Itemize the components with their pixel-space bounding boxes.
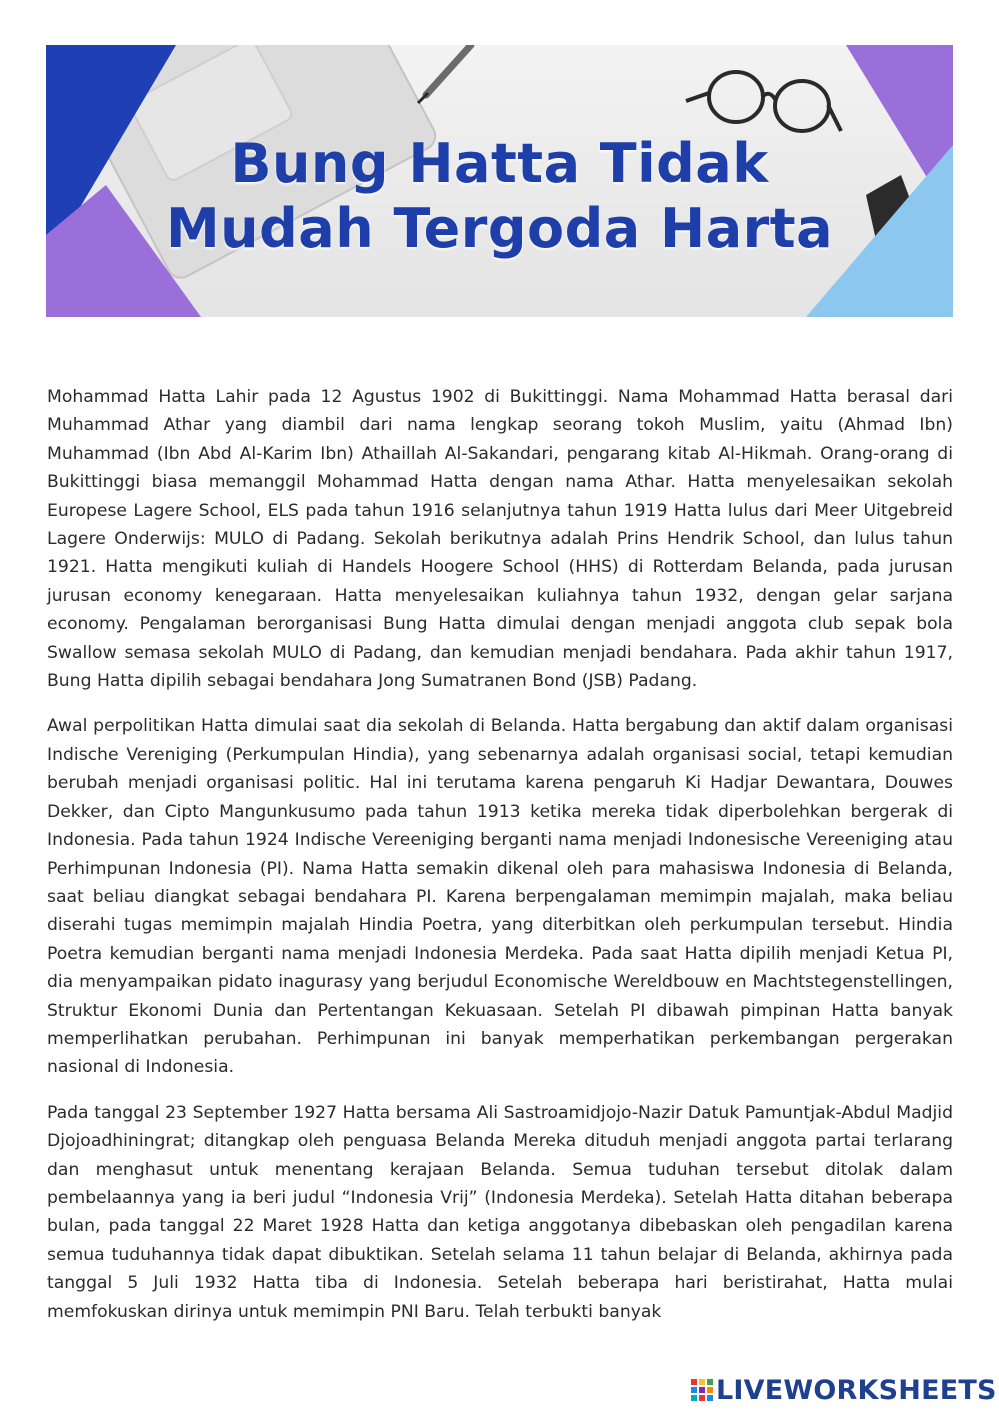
paragraph-2: Awal perpolitikan Hatta dimulai saat dia sekolah di Belanda. Hatta bergabung dan aktif dalam organisasi Indische Vereniging (Perkumpulan Hindia), yang sebenarnya adalah organisasi social, tetapi kemudian berubah menjadi organisasi politic. Hal ini terutama karena pengaruh Ki Hadjar Dewantara, Douwes Dekker, dan Cipto Mangunkusumo pada tahun 1913 ketika mereka tidak diperbolehkan bergerak di Indonesia. Pada tahun 1924 Indische Vereeniging berganti nama menjadi Indonesische Vereeniging atau Perhimpunan Indonesia (PI). Nama Hatta semakin dikenal oleh para mahasiswa Indonesia di Belanda, saat beliau diangkat sebagai bendahara PI. Karena berpengalaman memimpin majalah, maka beliau diserahi tugas memimpin majalah Hindia Poetra, yang diterbitkan oleh perkumpulan tersebut. Hindia Poetra kemudian berganti nama menjadi Indonesia Merdeka. Pada saat Hatta dipilih menjadi Ketua PI, dia menyampaikan pidato inagurasy yang berjudul Economische Wereldbouw en Machtstegenstellingen, Struktur Ekonomi Dunia dan Pertentangan Kekuasaan. Setelah PI dibawah pimpinan Hatta banyak memperlihatkan perubahan. Perhimpunan ini banyak memperhatikan perkembangan pergerakan nasional di Indonesia. bbox=[47, 716, 953, 1078]
pen-image bbox=[418, 45, 471, 103]
paragraph-3: Pada tanggal 23 September 1927 Hatta bersama Ali Sastroamidjojo-Nazir Datuk Pamuntjak-Abdul Madjid Djojoadhiningrat; ditangkap oleh penguasa Belanda Mereka dituduh menjadi anggota partai terlarang dan menghasut untuk menentang kerajaan Belanda. Semua tuduhan tersebut ditolak dalam pembelaannya yang ia beri judul “Indonesia Vrij” (Indonesia Merdeka). Setelah Hatta ditahan beberapa bulan, pada tanggal 22 Maret 1928 Hatta dan ketiga anggotanya dibebaskan oleh pengadilan karena semua tuduhannya tidak dapat dibuktikan. Setelah selama 11 tahun belajar di Belanda, akhirnya pada tanggal 5 Juli 1932 Hatta tiba di Indonesia. Setelah beberapa hari beristirahat, Hatta mulai memfokuskan dirinya untuk memimpin PNI Baru. Telah terbukti banyak bbox=[47, 1102, 953, 1322]
paragraph-1: Mohammad Hatta Lahir pada 12 Agustus 1902 di Bukittinggi. Nama Mohammad Hatta berasal dari Muhammad Athar yang diambil dari nama lengkap seorang tokoh Muslim, yaitu (Ahmad Ibn) Muhammad (Ibn Abd Al-Karim Ibn) Athaillah Al-Sakandari, pengarang kitab Al-Hikmah. Orang-orang di Bukittinggi biasa memanggil Mohammad Hatta dengan nama Athar. Hatta menyelesaikan sekolah Europese Lagere School, ELS pada tahun 1916 selanjutnya tahun 1919 Hatta lulus dari Meer Uitgebreid Lagere Onderwijs: MULO di Padang. Sekolah berikutnya adalah Prins Hendrik School, dan lulus tahun 1921. Hatta mengikuti kuliah di Handels Hoogere School (HHS) di Rotterdam Belanda, pada jurusan jurusan economy kenegaraan. Hatta menyelesaikan kuliahnya tahun 1932, dengan gelar sarjana economy. Pengalaman berorganisasi Bung Hatta dimulai dengan menjadi anggota club sepak bola Swallow semasa sekolah MULO di Padang, dan kemudian menjadi bendahara. Pada akhir tahun 1917, Bung Hatta dipilih sebagai bendahara Jong Sumatranen Bond (JSB) Padang. bbox=[47, 387, 953, 692]
liveworksheets-logo[interactable] bbox=[690, 1372, 997, 1408]
banner-title-line-1: Bung Hatta Tidak bbox=[230, 132, 769, 195]
glasses-image bbox=[686, 72, 841, 131]
article-body bbox=[47, 383, 953, 1343]
header-banner bbox=[46, 45, 953, 317]
banner-title-line-2: Mudah Tergoda Harta bbox=[165, 197, 834, 260]
liveworksheets-icon bbox=[690, 1377, 714, 1403]
liveworksheets-wordmark: LIVEWORKSHEETS bbox=[716, 1374, 997, 1406]
